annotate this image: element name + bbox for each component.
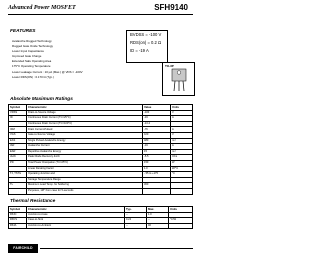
table-cell: Gate-to-Source Voltage	[27, 132, 143, 138]
col-header: Value	[143, 105, 171, 111]
table-cell: 150	[143, 160, 171, 166]
table-cell: mJ	[171, 138, 193, 144]
table-cell: Maximum Lead Temp. for Soldering	[27, 183, 143, 189]
table-cell: Total Power Dissipation (TC=25°C)	[27, 160, 143, 166]
feature-item: Lower RDS(ON) : 0.170 Ω (Typ.)	[12, 74, 54, 79]
table-cell: mJ	[171, 149, 193, 155]
feature-item: Avalanche Rugged Technology	[12, 39, 52, 43]
table-cell	[171, 188, 193, 194]
table-cell	[169, 223, 193, 229]
table-cell: -19	[143, 144, 171, 150]
col-header: Characteristic	[27, 207, 125, 213]
table-cell: Peak Diode Recovery dv/dt	[27, 155, 143, 161]
table-cell: TL	[9, 183, 27, 189]
package-box	[162, 62, 195, 96]
key-specs-box	[126, 30, 168, 63]
table-cell: RθJC	[9, 212, 27, 218]
table-cell: --	[125, 223, 147, 229]
feature-item: Rugged Gate Oxide Technology	[12, 44, 53, 49]
col-header: Symbol	[9, 105, 27, 111]
table-cell: dv/dt	[9, 155, 27, 161]
col-header: Characteristic	[27, 105, 143, 111]
feature-item: Extended Safe Operating Area	[12, 59, 52, 64]
thermal-heading: Thermal Resistance	[10, 199, 56, 204]
abs-max-table	[8, 104, 193, 195]
table-cell: 40	[147, 223, 169, 229]
table-cell: 1.0	[143, 166, 171, 172]
table-cell: RθJA	[9, 223, 27, 229]
table-cell: EAS	[9, 138, 27, 144]
table-cell: Single Pulsed Avalanche Energy	[27, 138, 143, 144]
table-cell: A	[171, 127, 193, 133]
document-title: Advanced Power MOSFET	[8, 5, 76, 11]
table-cell: Drain-to-Source Voltage	[27, 110, 143, 116]
fairchild-logo: FAIRCHILD	[8, 244, 38, 253]
table-cell: V	[171, 132, 193, 138]
feature-item: Lower Leakage Current : 10 μA (Max.) @ VDS = -100V	[12, 69, 83, 74]
table-cell: Continuous Drain Current (TC=100°C)	[27, 121, 143, 127]
table-cell: Avalanche Current	[27, 144, 143, 150]
table-cell: W	[171, 160, 193, 166]
package-drawing	[163, 63, 194, 95]
thermal-table	[8, 206, 193, 229]
table-cell: Junction-to-Ambient	[27, 223, 125, 229]
table-cell: PD	[9, 160, 27, 166]
table-cell: 300	[143, 183, 171, 189]
table-cell: Case-to-Sink	[27, 218, 125, 224]
col-header: Symbol	[9, 207, 27, 213]
table-cell: TJ, TSTG	[9, 172, 27, 178]
feature-item: Lower Input Capacitance	[12, 49, 44, 54]
table-cell: EAR	[9, 149, 27, 155]
table-cell: -100	[143, 110, 171, 116]
table-cell: -19	[143, 116, 171, 122]
table-row	[9, 223, 193, 229]
table-cell: - 55 to +175	[143, 172, 171, 178]
features-list	[12, 39, 122, 80]
spec-rds-on: RDS(on) = 0.2 Ω	[130, 40, 162, 45]
table-row	[9, 188, 193, 194]
table-cell: Drain Current-Pulsed	[27, 127, 143, 133]
package-label: TO-3P	[165, 64, 174, 68]
header-rule	[8, 14, 193, 15]
table-cell: V/ns	[171, 155, 193, 161]
table-cell: Purposes, 1/8" from case for 5-seconds	[27, 188, 143, 194]
table-cell: °C	[171, 172, 193, 178]
table-cell: VGS	[9, 132, 27, 138]
table-cell: VDSS	[9, 110, 27, 116]
features-heading: FEATURES	[10, 29, 36, 34]
col-header: Units	[171, 105, 193, 111]
table-cell: ±20	[143, 132, 171, 138]
table-cell	[9, 188, 27, 194]
table-cell: Junction-to-Case	[27, 212, 125, 218]
table-cell: -76	[143, 127, 171, 133]
table-cell: 15	[143, 149, 171, 155]
table-cell: -5.5	[143, 155, 171, 161]
feature-item: Improved Gate Charge	[12, 54, 42, 59]
table-cell: Linear Derating Factor	[27, 166, 143, 172]
table-cell: V	[171, 110, 193, 116]
table-cell: °C/W	[169, 218, 193, 224]
table-cell: W/°C	[171, 166, 193, 172]
table-cell: 0.24	[125, 218, 147, 224]
table-cell: Operating Junction and	[27, 172, 143, 178]
table-cell: -13.4	[143, 121, 171, 127]
table-cell: 480	[143, 138, 171, 144]
table-cell: IAR	[9, 144, 27, 150]
table-cell: A	[171, 144, 193, 150]
abs-max-heading: Absolute Maximum Ratings	[10, 97, 73, 102]
table-cell: --	[147, 218, 169, 224]
spec-bvdss: BVDSS = -100 V	[130, 32, 162, 37]
table-cell: IDM	[9, 127, 27, 133]
col-header: Units	[169, 207, 193, 213]
part-number: SFH9140	[154, 3, 188, 12]
table-cell: Storage Temperature Range	[27, 177, 143, 183]
table-cell: --	[125, 212, 147, 218]
feature-item: 175°C Operating Temperature	[12, 64, 51, 69]
col-header: Max.	[147, 207, 169, 213]
spec-id: ID = -19 A	[130, 48, 149, 53]
table-cell: Continuous Drain Current (TC=25°C)	[27, 116, 143, 122]
table-cell	[143, 188, 171, 194]
col-header: Typ.	[125, 207, 147, 213]
table-cell: ID	[9, 116, 27, 122]
table-cell: RθCS	[9, 218, 27, 224]
table-cell: Repetitive Avalanche Energy	[27, 149, 143, 155]
footer-rule	[40, 248, 193, 249]
table-cell: 1.0	[147, 212, 169, 218]
table-cell: A	[171, 116, 193, 122]
